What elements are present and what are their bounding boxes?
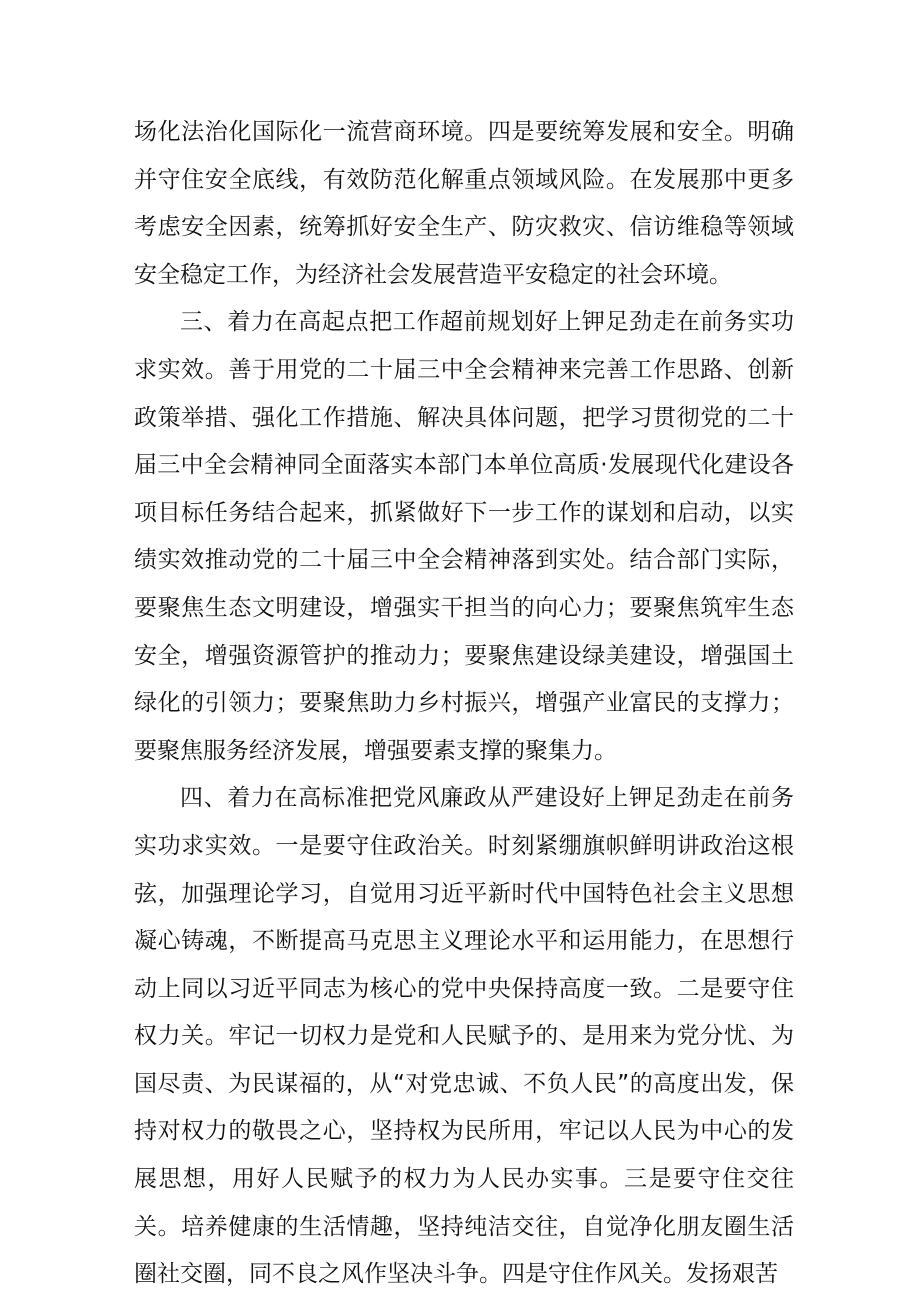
paragraph-2: 三、着力在高起点把工作超前规划好上钾足劲走在前务实功求实效。善于用党的二十届三中全会精神来完善工作思路、创新政策举措、强化工作措施、解决具体问题，把学习贯彻党的二十届三中全会精神同全面落实本部门本单位高质·发展现代化建设各项目标任务结合起来，抓紧做好下一步工作的谋划和启动，以实绩实效推动党的二十届三中全会精神落到实处。结合部门实际，要聚焦生态文明建设，增强实干担当的向心力；要聚焦筑牢生态安全，增强资源管护的推动力；要聚焦建设绿美建设，增强国土绿化的引领力；要聚焦助力乡村振兴，增强产业富民的支撑力；要聚焦服务经济发展，增强要素支撑的聚集力。	[134, 309, 794, 764]
document-body	[134, 109, 794, 1299]
paragraph-3: 四、着力在高标准把党风廉政从严建设好上钾足劲走在前务实功求实效。一是要守住政治关。时刻紧绷旗帜鲜明讲政治这根弦，加强理论学习，自觉用习近平新时代中国特色社会主义思想凝心铸魂，不断提高马克思主义理论水平和运用能力，在思想行动上同以习近平同志为核心的党中央保持高度一致。二是要守住权力关。牢记一切权力是党和人民赋予的、是用来为党分忧、为国尽责、为民谋福的，从“对党忠诚、不负人民”的高度出发，保持对权力的敬畏之心，坚持权为民所用，牢记以人民为中心的发展思想，用好人民赋予的权力为人民办实事。三是要守住交往关。培养健康的生活情趣，坚持纯洁交往，自觉净化朋友圈生活圈社交圈，同不良之风作坚决斗争。四是守住作风关。发扬艰苦	[134, 785, 794, 1288]
paragraph-1: 场化法治化国际化一流营商环境。四是要统筹发展和安全。明确并守住安全底线，有效防范化解重点领域风险。在发展那中更多考虑安全因素，统筹抓好安全生产、防灾救灾、信访维稳等领域安全稳定工作，为经济社会发展营造平安稳定的社会环境。	[134, 119, 794, 288]
